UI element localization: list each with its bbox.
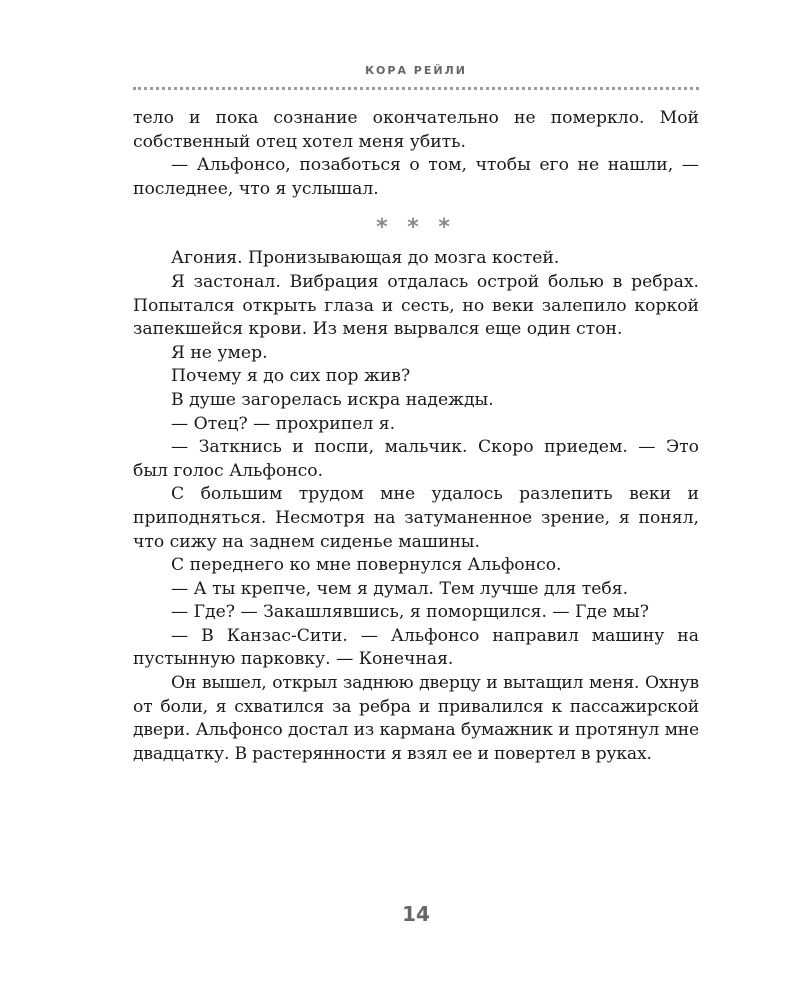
paragraph: Он вышел, открыл заднюю дверцу и вытащил меня. Охнув от боли, я схватился за ребра и привалился к пассажирской двери. Альфонсо достал из кармана бумажник и протянул мне двадцатку. В растерянности я взял ее и повертел в руках. [133,673,699,764]
paragraph: — Отец? — прохрипел я. [171,413,396,434]
paragraph: — А ты крепче, чем я думал. Тем лучше для тебя. [171,578,629,599]
body-text [133,107,699,766]
paragraph: — Альфонсо, позаботься о том, чтобы его не нашли, — последнее, что я услышал. [133,155,699,199]
paragraph: — Где? — Закашлявшись, я поморщился. — Где мы? [171,602,649,623]
paragraph: — Заткнись и поспи, мальчик. Скоро приедем. — Это был голос Альфонсо. [133,437,699,481]
paragraph: Почему я до сих пор жив? [171,366,411,387]
paragraph: Агония. Пронизывающая до мозга костей. [171,248,560,269]
paragraph: В душе загорелась искра надежды. [171,389,494,410]
paragraph: тело и пока сознание окончательно не померкло. Мой собственный отец хотел меня убить. [133,108,699,152]
paragraph: Я застонал. Вибрация отдалась острой болью в ребрах. Попытался открыть глаза и сесть, но веки залепило коркой запекшейся крови. Из меня вырвался еще один стон. [133,271,699,340]
paragraph: — В Канзас-Сити. — Альфонсо направил машину на пустынную парковку. — Конечная. [133,625,699,670]
header-rule [133,87,699,90]
paragraph: Я не умер. [171,342,268,363]
running-head: КОРА РЕЙЛИ [365,64,467,77]
paragraph: С переднего ко мне повернулся Альфонсо. [171,555,562,576]
section-separator: * * * [376,215,456,241]
paragraph: С большим трудом мне удалось разлепить веки и приподняться. Несмотря на затуманенное зрение, я понял, что сижу на заднем сиденье машины. [133,484,699,552]
page-number: 14 [402,902,430,926]
